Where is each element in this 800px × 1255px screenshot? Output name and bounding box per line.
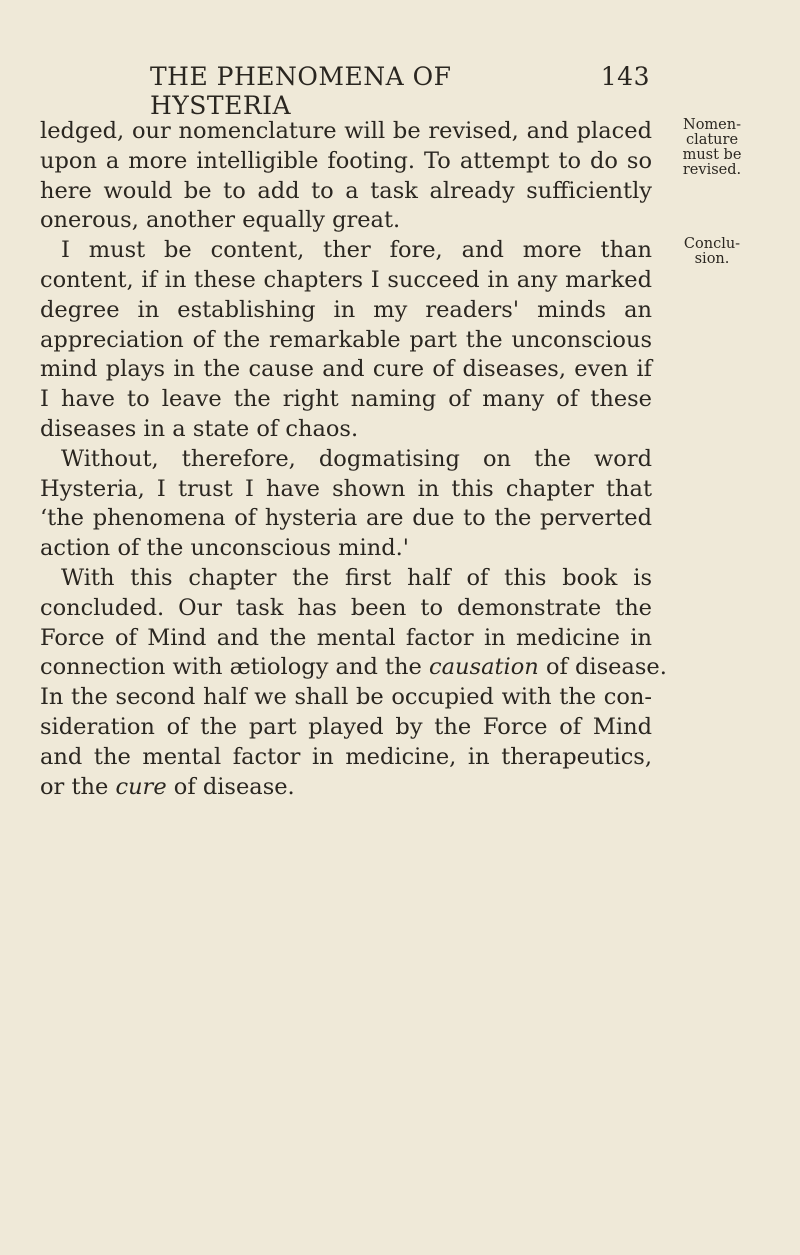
text-line: I have to leave the right naming of many of these	[40, 386, 652, 413]
margin-note-line: Nomen-	[683, 117, 741, 133]
text-line: appreciation of the remarkable part the unconscious	[40, 326, 652, 353]
text-line: I must be content, ther fore, and more than	[61, 237, 652, 264]
text-line	[40, 773, 652, 803]
margin-note-line: revised.	[682, 162, 742, 178]
text-line: action of the unconscious mind.'	[40, 535, 409, 562]
text-line: mind plays in the cause and cure of diseases, even if	[40, 356, 652, 383]
margin-note-line: sion.	[694, 251, 730, 267]
text-line: Without, therefore, dogmatising on the word	[61, 445, 652, 472]
text-line: In the second half we shall be occupied with the con-	[40, 684, 652, 711]
text-line: degree in establishing in my readers' minds an	[40, 296, 652, 323]
italic-term: causation	[429, 654, 539, 681]
text-segment: of disease.	[173, 773, 295, 800]
text-line: here would be to add to a task already sufficiently	[40, 177, 652, 204]
text-segment: or the	[40, 773, 109, 800]
text-segment: connection with ætiology and the	[40, 654, 422, 681]
text-line: With this chapter the first half of this book is	[61, 564, 652, 591]
text-line	[40, 653, 667, 683]
running-head	[150, 62, 650, 120]
text-line: onerous, another equally great.	[40, 207, 401, 234]
margin-note-conclusion	[662, 237, 762, 267]
margin-note-line: Conclu-	[683, 236, 741, 252]
margin-note-line: must be	[682, 147, 742, 163]
text-line: upon a more intelligible footing. To attempt to do so	[40, 147, 652, 174]
margin-note-line: clature	[685, 132, 739, 148]
body-text	[40, 117, 667, 802]
text-line: and the mental factor in medicine, in therapeutics,	[40, 743, 652, 770]
italic-term: cure	[115, 773, 167, 800]
text-line: sideration of the part played by the Force of Mind	[40, 713, 652, 740]
page-number: 143	[600, 62, 650, 91]
text-line: diseases in a state of chaos.	[40, 415, 359, 442]
text-line: ledged, our nomenclature will be revised, and placed	[40, 118, 652, 144]
running-head-title: THE PHENOMENA OF HYSTERIA	[150, 62, 452, 120]
text-line: content, if in these chapters I succeed in any marked	[40, 266, 652, 293]
margin-note-nomenclature	[662, 118, 762, 178]
text-line: concluded. Our task has been to demonstrate the	[40, 594, 652, 621]
text-segment: of disease.	[545, 654, 667, 681]
text-line: Hysteria, I trust I have shown in this chapter that	[40, 475, 652, 502]
text-line: Force of Mind and the mental factor in medicine in	[40, 624, 652, 651]
text-line: ‘the phenomena of hysteria are due to the perverted	[40, 505, 652, 532]
